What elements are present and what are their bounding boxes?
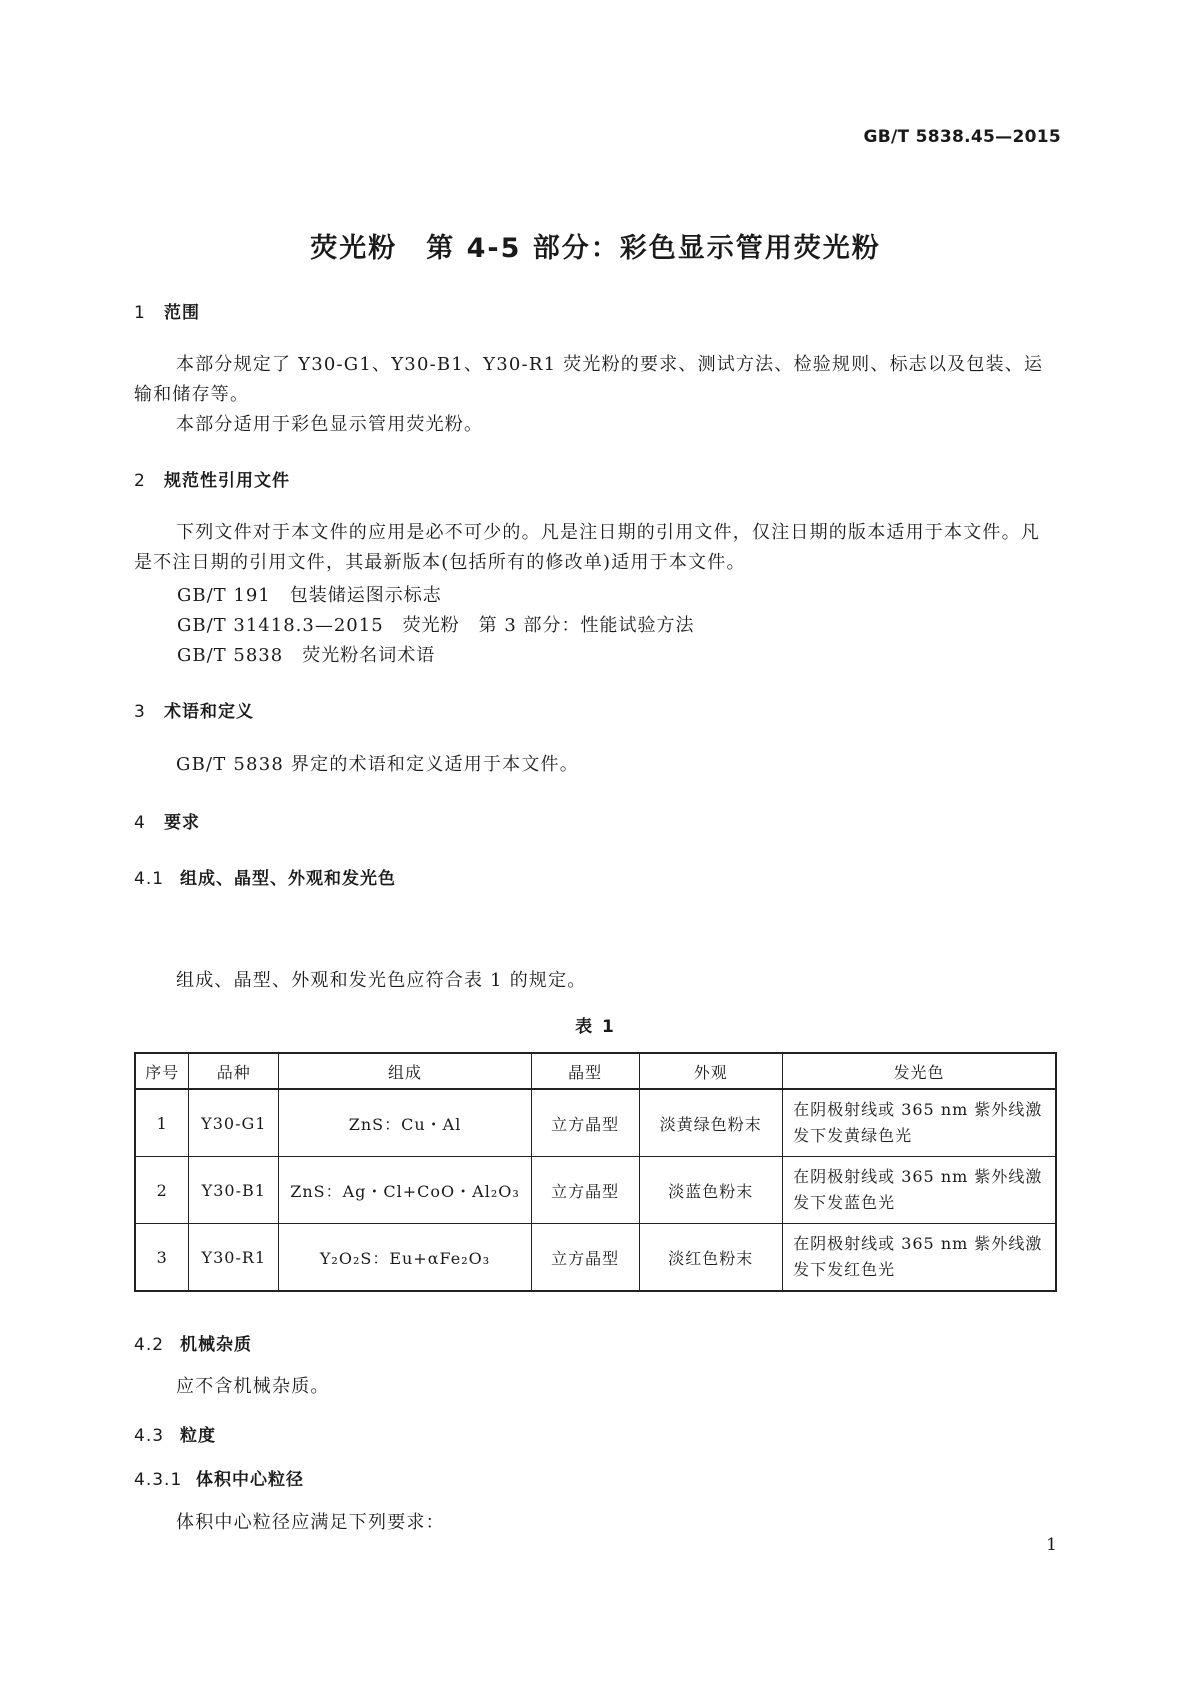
- cell-number: 2: [135, 1157, 189, 1224]
- table-header-cell: 序号: [135, 1053, 189, 1089]
- section-number: 4: [134, 813, 146, 833]
- section-title: 范围: [164, 303, 200, 323]
- table-header-row: [135, 1053, 1056, 1089]
- cell-number: 3: [135, 1224, 189, 1292]
- section-number: 4.2: [134, 1335, 165, 1355]
- section-number: 4.3.1: [134, 1470, 183, 1490]
- cell-composition: ZnS：Cu・Al: [279, 1089, 532, 1157]
- cell-appearance: 淡红色粉末: [639, 1224, 783, 1292]
- section-title: 组成、晶型、外观和发光色: [180, 869, 396, 889]
- section-number: 4.1: [134, 869, 165, 889]
- section-1-heading: [134, 298, 200, 323]
- specification-table: [134, 1052, 1057, 1292]
- page-number: 1: [1046, 1535, 1057, 1555]
- cell-variety: Y30-G1: [189, 1089, 279, 1157]
- reference-item: GB/T 191 包装储运图示标志: [177, 585, 442, 606]
- table-header-cell: 品种: [189, 1053, 279, 1089]
- cell-crystal: 立方晶型: [531, 1157, 639, 1224]
- cell-variety: Y30-R1: [189, 1224, 279, 1292]
- section-4-2-paragraph: 应不含机械杂质。: [176, 1376, 330, 1397]
- reference-item: GB/T 5838 荧光粉名词术语: [177, 645, 436, 666]
- section-2-heading: [134, 466, 290, 491]
- section-1-paragraph-2: 本部分适用于彩色显示管用荧光粉。: [176, 414, 484, 435]
- section-number: 1: [134, 303, 146, 323]
- table-caption: 表 1: [575, 1017, 616, 1037]
- cell-crystal: 立方晶型: [531, 1224, 639, 1292]
- section-number: 4.3: [134, 1426, 165, 1446]
- section-4-3-1-heading: [134, 1465, 304, 1490]
- section-4-heading: [134, 808, 200, 833]
- cell-variety: Y30-B1: [189, 1157, 279, 1224]
- cell-emission: 在阴极射线或 365 nm 紫外线激发下发红色光: [783, 1224, 1056, 1292]
- cell-crystal: 立方晶型: [531, 1089, 639, 1157]
- table-row: [135, 1089, 1056, 1157]
- standard-code: GB/T 5838.45—2015: [863, 127, 1061, 147]
- reference-item: GB/T 31418.3—2015 荧光粉 第 3 部分：性能试验方法: [177, 615, 695, 636]
- cell-composition: Y₂O₂S：Eu+αFe₂O₃: [279, 1224, 532, 1292]
- cell-emission: 在阴极射线或 365 nm 紫外线激发下发黄绿色光: [783, 1089, 1056, 1157]
- section-3-paragraph-1: GB/T 5838 界定的术语和定义适用于本文件。: [176, 754, 579, 775]
- table-header-cell: 外观: [639, 1053, 783, 1089]
- section-title: 术语和定义: [164, 702, 254, 722]
- cell-number: 1: [135, 1089, 189, 1157]
- section-1-paragraph-1: 本部分规定了 Y30-G1、Y30-B1、Y30-R1 荧光粉的要求、测试方法、检验规则、标志以及包装、运输和储存等。: [134, 354, 1044, 405]
- document-title: 荧光粉 第 4-5 部分：彩色显示管用荧光粉: [310, 233, 881, 264]
- table-header-cell: 组成: [279, 1053, 532, 1089]
- section-title: 规范性引用文件: [164, 471, 290, 491]
- section-title: 要求: [164, 813, 200, 833]
- section-number: 3: [134, 702, 146, 722]
- table-header-cell: 晶型: [531, 1053, 639, 1089]
- section-4-3-heading: [134, 1421, 216, 1446]
- cell-emission: 在阴极射线或 365 nm 紫外线激发下发蓝色光: [783, 1157, 1056, 1224]
- section-title: 粒度: [180, 1426, 216, 1446]
- section-3-heading: [134, 697, 254, 722]
- section-title: 体积中心粒径: [196, 1470, 304, 1490]
- section-4-3-1-paragraph: 体积中心粒径应满足下列要求：: [176, 1512, 445, 1533]
- cell-composition: ZnS：Ag・Cl+CoO・Al₂O₃: [279, 1157, 532, 1224]
- section-title: 机械杂质: [180, 1335, 252, 1355]
- table-row: [135, 1224, 1056, 1292]
- section-4-1-heading: [134, 864, 396, 889]
- section-4-1-paragraph: 组成、晶型、外观和发光色应符合表 1 的规定。: [176, 970, 587, 991]
- section-4-2-heading: [134, 1330, 252, 1355]
- table-header-cell: 发光色: [783, 1053, 1056, 1089]
- table-row: [135, 1157, 1056, 1224]
- section-2-paragraph-1: 下列文件对于本文件的应用是必不可少的。凡是注日期的引用文件，仅注日期的版本适用于本文件。凡是不注日期的引用文件，其最新版本(包括所有的修改单)适用于本文件。: [134, 522, 1040, 573]
- section-number: 2: [134, 471, 146, 491]
- cell-appearance: 淡黄绿色粉末: [639, 1089, 783, 1157]
- cell-appearance: 淡蓝色粉末: [639, 1157, 783, 1224]
